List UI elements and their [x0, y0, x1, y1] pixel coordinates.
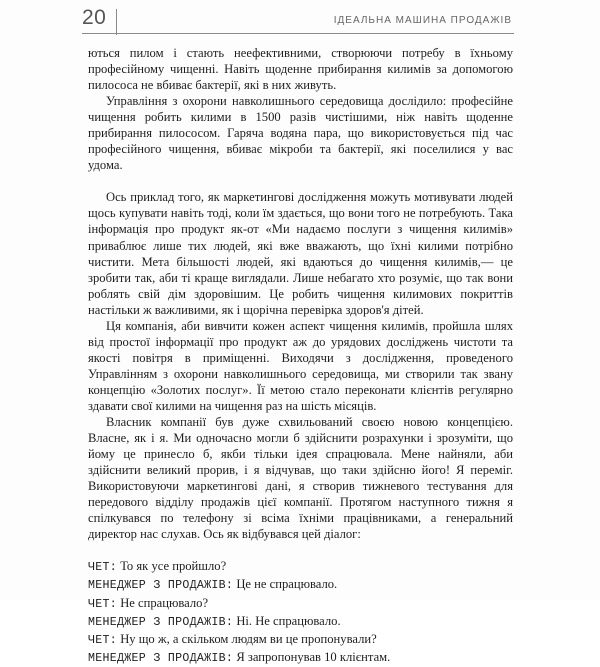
body-text [88, 45, 513, 667]
dialogue-line [88, 576, 513, 594]
page-number: 20 [82, 6, 107, 29]
dialogue-text: То як усе пройшло? [120, 559, 227, 574]
dialogue-speaker: МЕНЕДЖЕР З ПРОДАЖІВ: [88, 579, 234, 593]
dialogue-line [88, 631, 513, 649]
dialogue-line [88, 649, 513, 667]
dialogue-text: Я запропонував 10 клієнтам. [236, 649, 391, 664]
header-divider [116, 9, 117, 35]
paragraph: Ось приклад того, як маркетингові дослідження можуть мотивувати людей щось купувати навіть тоді, коли їм здається, що вони того не потребують. Така інформація про продукт як-от «Ми надаємо послуги з чищення килимів» приваблює лише тих людей, які вже вважають, що їхні килими потрібно чистити. Мета більшості людей, які вдаються до чищення килимів,— це зробити так, аби ті краще виглядали. Лише небагато хто розуміє, що так вони роблять свій дім здоровішим. Це робить чищення килимових покриттів настільки ж важливими, як і щорічна перевірка здоров'я дітей. [88, 190, 513, 317]
dialogue-text: Не спрацювало? [120, 595, 209, 610]
dialogue-text: Ні. Не спрацювало. [236, 613, 341, 628]
dialogue-text: Це не спрацювало. [236, 577, 338, 592]
dialogue-speaker: МЕНЕДЖЕР З ПРОДАЖІВ: [88, 651, 234, 665]
running-title: ІДЕАЛЬНА МАШИНА ПРОДАЖІВ [333, 15, 512, 26]
dialogue-speaker: ЧЕТ: [88, 561, 118, 575]
page-header [82, 7, 514, 34]
dialogue-text: Ну що ж, а скільком людям ви це пропонували? [120, 631, 377, 646]
dialogue-speaker: ЧЕТ: [88, 597, 118, 611]
paragraph: Управління з охорони навколишнього середовища дослідило: професійне чищення робить килими в 1500 разів чистішими, ніж навіть щоденне прибирання пилососом. Гаряча водяна пара, що використовується під час професійного чищення, вбиває мікроби та бактерії, які поселилися у вас удома. [88, 94, 513, 173]
paragraph: ються пилом і стають неефективними, створюючи потребу в їхньому професійному чищенні. Навіть щоденне прибирання килимів за допомогою пилососа не вбиває бактерії, які в них живуть. [88, 46, 513, 93]
paragraph: Ця компанія, аби вивчити кожен аспект чищення килимів, пройшла шлях від простої інформації про продукт аж до урядових досліджень чистоти та якості повітря в приміщенні. Виходячи з дослідження, проведеного Управлінням з охорони навколишнього середовища, ми створили так звану концепцію «Золотих послуг». Її метою стало переконати клієнтів регулярно здавати свої килими на чищення раз на шість місяців. [88, 318, 513, 413]
dialogue [88, 558, 513, 666]
dialogue-line [88, 595, 513, 613]
dialogue-speaker: МЕНЕДЖЕР З ПРОДАЖІВ: [88, 615, 234, 629]
dialogue-line [88, 613, 513, 631]
dialogue-line [88, 558, 513, 576]
dialogue-speaker: ЧЕТ: [88, 633, 118, 647]
paragraph: Власник компанії був дуже схвильований своєю новою концепцією. Власне, як і я. Ми одночасно могли б здійснити розрахунки і зрозуміти, що йому це принесло б, якби тільки ідея спрацювала. Мене найняли, аби здійснити великий прорив, і я відчував, що таки здійсню його! Я переміг. Використовуючи маркетингові дані, я створив тижневого тестування для передового відділу продажів цієї компанії. Протягом наступного тижня я спілкувався по телефону зі всіма їхніми працівниками, а генеральний директор нас слухав. Ось як відбувався цей діалог: [88, 415, 513, 542]
